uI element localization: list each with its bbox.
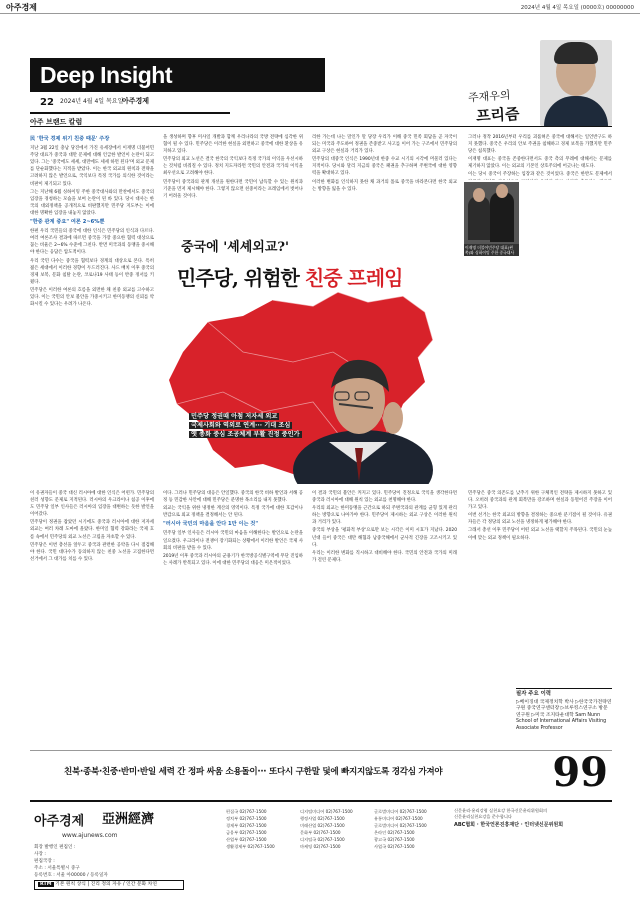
masthead-paper-name: 아주경제 <box>122 97 150 105</box>
article-paragraph: 이재명 대표는 중국을 존중한다면서도 중국 측의 무례에 대해서는 문제를 제기하지 않았다. 이는 외교의 기본인 상호주의에 어긋나는 태도다. <box>468 157 612 170</box>
article-paragraph: 민주당 일부 인사들은 러시아 국민의 마음을 이해한다는 발언으로 논란을 일으켰다. 우크라이나 전쟁이 장기화되는 상황에서 이러한 발언은 국제 사회의 비판을 받을 수 있다. <box>163 531 303 551</box>
footer-directory-entry: 미래산업 02)767-1500 <box>300 823 345 828</box>
article-paragraph: 민주당은 이러한 여론의 흐름을 외면한 채 친중 외교를 고수하고 있다. 이는 국민의 안보 불안을 가중시키고 한미동맹의 신뢰를 약화시킬 수 있다는 우려가 나온다. <box>30 287 154 308</box>
article-paragraph: 중국의 부상을 '평화적 부상'으로만 보는 시각은 이미 시효가 지났다. 2020년대 들어 중국은 대만 해협과 남중국해에서 군사적 긴장을 고조시키고 있다. <box>312 528 457 548</box>
article-paragraph: 이러한 변화를 인식하지 못한 채 과거의 틀로 중국을 바라본다면 한국 외교는 방향을 잃을 수 있다. <box>312 179 457 192</box>
article-paragraph: 그래서 총선 이후 민주당이 어떤 외교 노선을 택할지 주목된다. 국민의 눈높이에 맞는 외교 정책이 필요하다. <box>468 528 612 541</box>
article-paragraph: 을 생성하며 향후 미사일 개발과 함께 우리나라의 국방 전략에 심각한 위협이 될 수 있다. 민주당은 이러한 현실을 외면하고 중국에 대한 환상을 유지하고 있다. <box>163 135 303 155</box>
footer-directory-entry: 광고국 02)767-1500 <box>374 837 415 842</box>
article-column-4-lower <box>522 182 612 254</box>
hero-kicker: 중국에 '셰셰외교?' <box>181 240 290 255</box>
article-paragraph: 민주당은 이번 총선을 앞두고 중국과 관련한 공약을 다시 점검해야 한다. 국민 대다수가 동의하지 않는 친중 노선을 고집한다면 선거에서 그 대가를 치를 수 있다. <box>30 542 154 562</box>
column-name-line1: 주재우의 <box>467 88 511 105</box>
footer-directory-entry: 산업부 02)767-1500 <box>226 837 267 842</box>
footer-ethics: 신문윤리·윤리강령 실천요강 한국신문윤리위원회의 신문윤리실천요강을 준수합니다 ABC협회 · 한국언론진흥재단 · 인터넷신문위원회 <box>454 808 564 829</box>
hero-caption: 민주당 정권때 아첨 저자세 외교 국제사회와 역외로 연계··· 기대 조심 옛 종화 중심 조공체계 부활 진정 중인가 <box>191 413 300 438</box>
column-name-line2: 프리즘 <box>475 104 520 126</box>
hero-graphic <box>163 222 464 484</box>
footer-directory-entry: 글로벌미디어 02)767-1500 <box>374 809 427 814</box>
footer-directory-entry: 편집국 02)767-1500 <box>226 809 267 814</box>
article-column-4 <box>468 134 612 180</box>
article-subheading: 民 '한국 경제 위기 친중 때문' 주장 <box>30 136 110 142</box>
top-line-date: 2024년 4월 4일 목요일 (0000호) 00000000 <box>520 5 634 11</box>
article-paragraph: 2019년 이후 중국과 러시아의 군용기가 한국방공식별구역에 무단 진입하는 사례가 반복되고 있다. 이에 대한 민주당의 대응은 미온적이었다. <box>163 553 303 566</box>
footer-directory-entry: 문화부 02)767-1500 <box>300 830 341 835</box>
article-paragraph: 이는 당시 중국이 주장하는 입장과 같은 것이었다. 중국은 한반도 문제에서 <box>468 172 612 178</box>
footer-directory-entry: 마케팅 02)767-1500 <box>300 844 341 849</box>
article-subheading: "러시아 국민의 마음을 안다 1만 이는 것" <box>163 521 259 528</box>
article-paragraph: 우리는 이러한 변화를 직시하고 대비해야 한다. 국민의 안전과 국가의 미래가 걸린 문제다. <box>312 550 457 563</box>
article-column-4-cont <box>468 256 612 482</box>
pull-quote <box>30 749 612 796</box>
article-paragraph: 한편 우리 국민들의 중국에 대한 인식은 민주당의 인식과 다르다. 여러 여론조사 결과에 따르면 중국을 가장 중요한 협력 대상으로 꼽는 비율은 2~6% 수준에 그친다. 반면 미국과의 동맹을 중시해야 한다는 응답은 압도적이다. <box>30 229 154 256</box>
section-masthead <box>30 58 325 110</box>
footer-directory-entry: 정치부 02)767-1500 <box>226 816 267 821</box>
article-column-3 <box>312 134 457 220</box>
china-map-graphic <box>163 292 464 484</box>
footer-directory-entry: 생활경제부 02)767-1500 <box>226 844 275 849</box>
footer-directory-entry: 온라인 02)767-1500 <box>374 830 415 835</box>
article-paragraph: 우리 국민 다수는 중국을 협력보다 경계의 대상으로 본다. 특히 젊은 세대에서 이러한 경향이 두드러진다. 사드 배치 이후 중국의 경제 보복, 문화 침탈 논란, 코로나19 사태 등이 반중 정서를 키웠다. <box>30 258 154 285</box>
top-line-paper: 아주경제 <box>6 2 37 12</box>
inset-photo <box>464 182 519 244</box>
footer-staff-line: 주소 : 서울특별시 중구 <box>34 866 80 871</box>
pull-quote-text: 친북·종북·친중·반미·반일 세력 간 정파 싸움 소용돌이··· 또다시 구한말 덫에 빠지지않도록 경각심 가져야 <box>64 767 443 777</box>
article-paragraph: 이 결과 국민의 불안은 커지고 있다. 민주당이 진정으로 국익을 생각한다면 중국과 러시아에 대해 원칙 있는 외교를 천명해야 한다. <box>312 491 457 504</box>
article-column-3-lower <box>312 490 457 744</box>
article-paragraph: 그러나 정작 2016년부터 우리를 괴롭혀온 중국에 대해서는 일언반구도 하지 못했다. 중국은 우리의 안보 주권을 침해하고 경제 보복을 가했지만 민주당은 침묵했다. <box>468 135 612 155</box>
article-column-2 <box>163 134 303 220</box>
author-bio-heading: 필자 주요 이력 <box>516 691 551 697</box>
brand-column-label: 아주 브랜드 칼럼 <box>30 112 230 126</box>
footer-motto: RTM 기본 원칙 상식 | 진리 정의 자유 / 인간 문화 차연 <box>34 880 184 890</box>
article-paragraph: 외교는 국익을 위한 냉정한 계산의 영역이다. 특정 국가에 대한 호감이나 반감으로 외교 정책을 결정해서는 안 된다. <box>163 506 303 519</box>
article-column-1-lower <box>30 490 154 744</box>
article-paragraph: 그는 지난해 6월 싱하이밍 주한 중국대사와의 만찬에서도 중국의 입장을 경청하는 모습을 보여 논란이 된 바 있다. 당시 대사는 한국의 대외정책을 공개적으로 비판했지만 민주당 지도부는 이에 대한 명확한 입장을 내놓지 않았다. <box>30 189 154 216</box>
author-bio <box>516 688 612 744</box>
footer-logo: 아주경제 <box>34 814 85 829</box>
page-number: 22 <box>40 97 54 108</box>
footer-directory-entry: 디지털국 02)767-1500 <box>300 837 345 842</box>
article-column-1 <box>30 134 154 466</box>
footer-url[interactable]: www.ajunews.com <box>62 832 118 839</box>
article-paragraph: 이번 선거는 한국 외교의 방향을 결정하는 중요한 분기점이 될 것이다. 유권자들은 각 정당의 외교 노선을 냉정하게 평가해야 한다. <box>468 513 612 526</box>
footer-directory <box>226 808 448 850</box>
top-line <box>0 0 640 14</box>
article-paragraph: 리한 가는데 나는 말인가 말 당장 우리가 이해 중국 민족 회담을 곧 자국이 되는 미국과 주도하여 정권을 존중받고 사고를 이어 가는 구조에서 민주당의 외교 구상은 현실과 거리가 있다. <box>312 135 457 155</box>
quote-mark-icon: 99 <box>552 749 608 796</box>
article-paragraph: 민주당은 중국 의존도를 낮추기 위한 구체적인 전략을 제시하지 못하고 있다. 오히려 중국과의 관계 회복만을 강조하며 현실과 동떨어진 주장을 이어가고 있다. <box>468 491 612 511</box>
author-bio-text: ▷베이징대 국제정치학 박사 ▷한국국가전략연구원 중국연구센터장 ▷브루킹스연구소 방문연구원 ▷미국 조지타운대학 Sam Nunn School of International Affairs Visiting Associate Professor <box>516 699 612 731</box>
footer-directory-entry: 경제부 02)767-1500 <box>226 823 267 828</box>
article-paragraph: 민주당이 정권을 잡았던 시기에도 중국과 러시아에 대한 저자세 외교는 여러 차례 도마에 올랐다. 한미일 협력 강화라는 국제 흐름 속에서 민주당의 외교 노선은 고립을 자초할 수 있다. <box>30 520 154 540</box>
article-paragraph: 지난 3월 22일 충남 당진에서 가진 유세장에서 이재명 더불어민주당 대표가 중국과 대만 문제에 대해 언급한 발언이 논란이 되고 있다. 그는 '중국에도 셰셰, 대만에도 셰셰 하면 된다'며 외교 문제를 단순화했다는 지적을 받았다. 이는 한국 외교의 원칙과 전략을 고려하지 않은 발언으로, 국익보다 특정 국가를 의식한 것이라는 비판이 제기되고 있다. <box>30 146 154 187</box>
footer <box>30 800 612 892</box>
footer-logo-hanja: 亞洲經濟 <box>102 812 155 827</box>
hero-headline: 민주당, 위험한 친중 프레임 <box>177 266 403 290</box>
article-column-2-lower <box>163 490 303 744</box>
header-rule <box>30 126 612 127</box>
article-paragraph: 이다. 그러나 민주당의 대응은 안일했다. 중국의 한국 비하 발언과 서해 공정 등 민감한 사안에 대해 민주당은 분명한 목소리를 내지 못했다. <box>163 491 303 504</box>
article-subheading: "한중 관계 중요" 여론 2~6%뿐 <box>30 219 105 226</box>
article-paragraph: 민주당의 대중국 인식은 1990년대 한중 수교 시기의 시각에 머물러 있다는 지적이다. 당시와 달리 지금의 중국은 패권을 추구하며 주변국에 대한 영향력을 확대하고 있다. <box>312 157 457 177</box>
article-paragraph: 우리의 외교는 한미동맹을 근간으로 하되 주변국과의 관계를 균형 있게 관리하는 방향으로 나아가야 한다. 민주당이 제시하는 외교 구상은 이러한 원칙과 거리가 있다. <box>312 506 457 526</box>
article-paragraph: 민주당의 외교 노선은 결국 한국의 국익보다 특정 국가의 이익을 우선시하는 것처럼 비춰질 수 있다. 정치 지도자라면 국민의 안전과 국가의 이익을 최우선으로 고려해야 한다. <box>163 157 303 177</box>
article-paragraph: 민주당이 중국과의 관계 개선을 원한다면 국민이 납득할 수 있는 원칙과 기준을 먼저 제시해야 한다. 그렇지 않으면 친중이라는 프레임에서 벗어나기 어려울 것이다. <box>163 179 303 199</box>
issue-date: 2024년 4월 4일 목요일 <box>60 98 124 105</box>
article-paragraph: 이 유권자들이 중국 대신 러시아에 대한 인식은 어떤가. 민주당의 친러 성향도 문제로 지적된다. 러시아의 우크라이나 침공 이후에도 민주당 일부 인사들은 러시아의 입장을 대변하는 듯한 발언을 이어갔다. <box>30 491 154 518</box>
footer-directory-entry: 행정사업 02)767-1500 <box>300 816 345 821</box>
footer-directory-entry: 금융부 02)767-1500 <box>226 830 267 835</box>
footer-directory-entry: 디지털미디어 02)767-1500 <box>300 809 353 814</box>
inset-photo-caption: 이재명 더불어민주당 대표(왼쪽)와 싱하이밍 주한 중국대사 <box>464 244 519 256</box>
footer-staff <box>34 844 184 879</box>
footer-directory-entry: 사업국 02)767-1500 <box>374 844 415 849</box>
section-title: Deep Insight <box>40 62 173 88</box>
footer-staff-line: 등록번호 : 서울 아00000 / 등록일자 <box>34 873 108 878</box>
footer-staff-line: 사장 : <box>34 852 46 857</box>
footer-directory-entry: 글로벌미디어 02)767-1500 <box>374 823 427 828</box>
author-portrait <box>540 40 612 126</box>
article-column-4-lower-block <box>468 490 612 684</box>
footer-staff-line: 편집국장 : <box>34 859 55 864</box>
footer-directory-entry: 유통미디어 02)767-1500 <box>374 816 423 821</box>
footer-staff-line: 회장 발행인 편집인 : <box>34 845 76 850</box>
